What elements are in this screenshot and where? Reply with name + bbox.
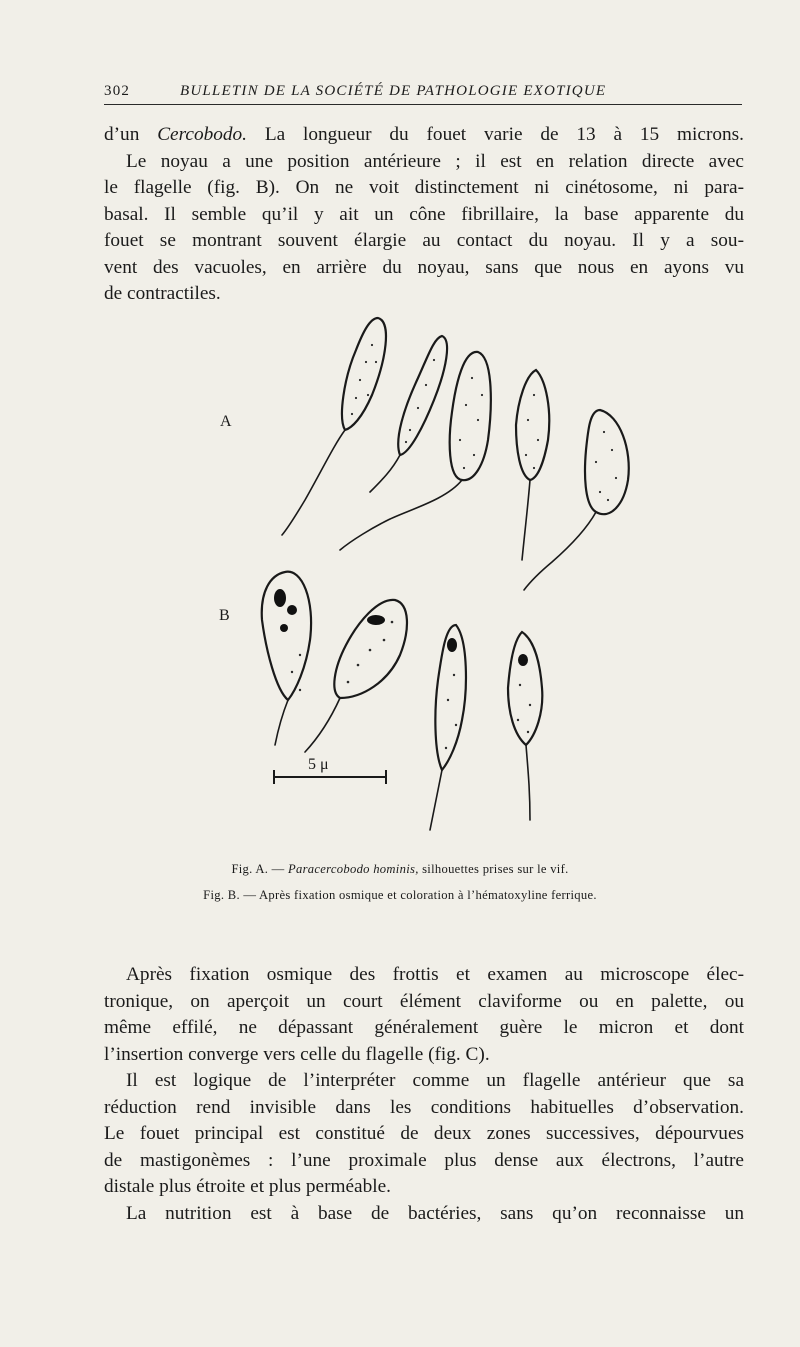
text-line: Il est logique de l’interpréter comme un flagelle antérieur que sa [126,1070,744,1091]
text-line: d’un Cercobodo. La longueur du fouet varie de 13 à 15 microns. [104,124,744,145]
figure-caption-a: Fig. A. — Paracercobodo hominis, silhouettes prises sur le vif. [231,862,569,876]
text-line: même effilé, ne dépassant généralement guère le micron et dont [104,1017,744,1038]
figure-caption-b: Fig. B. — Après fixation osmique et coloration à l’hématoxyline ferrique. [203,888,597,902]
text-line: fouet se montrant souvent élargie au contact du noyau. Il y a sou- [104,230,744,251]
text-line: de contractiles. [104,283,221,304]
text-line: Le fouet principal est constitué de deux zones successives, dépourvues [104,1123,744,1144]
text-line: le flagelle (fig. B). On ne voit distinctement ni cinétosome, ni para- [104,177,744,198]
figure-label-a: A [220,413,232,430]
scale-label: 5 μ [308,756,329,773]
cell-b1 [262,572,311,745]
scale-bar [274,770,386,784]
cell-a2 [370,336,447,492]
text-line: La nutrition est à base de bactéries, sans qu’on reconnaisse un [126,1202,744,1224]
text-line: Le noyau a une position antérieure ; il est en relation directe avec [126,150,744,172]
text-line: basal. Il semble qu’il y ait un cône fibrillaire, la base apparente du [104,203,744,225]
text-line: de mastigonèmes : l’une proximale plus dense aux électrons, l’autre [104,1149,744,1171]
cell-a1 [282,318,386,535]
figure-label-b: B [219,607,230,624]
cell-a5 [524,410,629,590]
text-line: réduction rend invisible dans les conditions habituelles d’observation. [104,1096,744,1118]
text-line: distale plus étroite et plus perméable. [104,1176,391,1197]
cell-b3 [430,625,466,830]
text-line: Après fixation osmique des frottis et examen au microscope élec- [126,964,744,985]
cell-a4 [516,370,549,560]
text-line: tronique, on aperçoit un court élément claviforme ou en palette, ou [104,990,744,1012]
page-number: 302 [104,83,131,99]
text-line: vent des vacuoles, en arrière du noyau, sans que nous en ayons vu [104,256,744,278]
running-title: BULLETIN DE LA SOCIÉTÉ DE PATHOLOGIE EXOTIQUE [180,83,607,99]
text-line: l’insertion converge vers celle du flagelle (fig. C). [104,1043,490,1065]
text-bottom [104,962,744,1227]
